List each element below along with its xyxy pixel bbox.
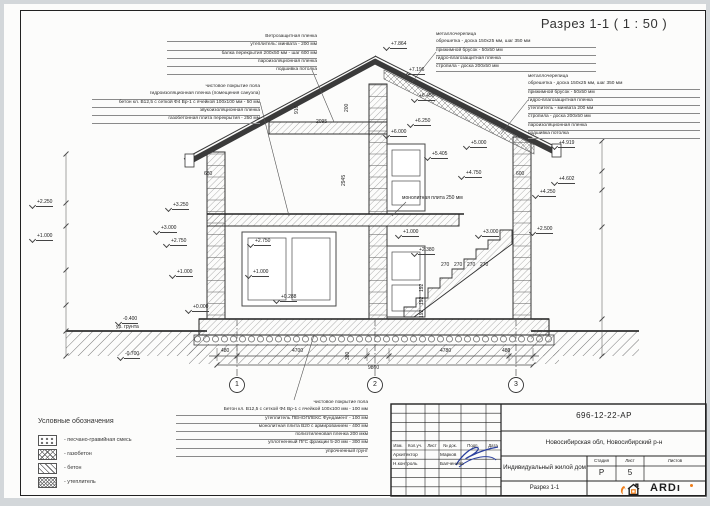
- axis-number-1: 1: [235, 381, 239, 388]
- legend: [38, 418, 132, 489]
- spec-line: чистовое покрытие пола: [313, 400, 368, 405]
- spec-line: прижимной брусок - 50х50 мм: [436, 48, 596, 56]
- stage-value: Р: [598, 468, 605, 477]
- spec-line: балка перекрытия 200х50 мм - шаг 600 мм: [167, 51, 317, 59]
- tb-role-label: Н.контроль: [393, 461, 418, 467]
- elevation-label: 270: [441, 262, 450, 268]
- axis-number-3: 3: [514, 381, 518, 388]
- sheet-title: Разрез 1-1 ( 1 : 50 ): [540, 16, 668, 31]
- elevation-label: монолитная плита 250 мм: [402, 195, 463, 201]
- second-floor-slab: [207, 214, 459, 226]
- spec-line: утеплитель ПЕНОПЛЕКС Фундамент - 100 мм: [176, 416, 368, 424]
- legend-item: [38, 447, 132, 461]
- legend-item-label: - бетон: [64, 465, 82, 471]
- spec-line: Бетон кл. В12,5 с сеткой Ф4 Вр-1 с ячейкой 100х100 мм - 100 мм: [176, 407, 368, 415]
- openings: [242, 144, 425, 317]
- elevation-label: +2.500: [537, 226, 553, 232]
- tb-header-cell: Дата: [488, 443, 498, 448]
- elevation-label: +6.000: [391, 129, 407, 135]
- spec-line: газобетонная плита перекрытия - 250 мм: [92, 116, 260, 124]
- elevation-label: 2095: [316, 119, 328, 125]
- logo-dot-icon: [690, 484, 693, 487]
- elevation-label: -0.400: [123, 316, 138, 322]
- elevation-label: 916: [294, 105, 300, 114]
- elevation-label: +7.196: [409, 67, 425, 73]
- tb-role-label: Архитектор: [393, 452, 418, 457]
- spec-line: бетон кл. В12,5 с сеткой Ф4 Вр-1 с ячейкой 100х100 мм - 50 мм: [92, 100, 260, 108]
- attic-slab: [269, 119, 387, 134]
- legend-item-label: - песчано-гравийная смесь: [64, 437, 132, 443]
- legend-item: [38, 475, 132, 489]
- sheet-number: 5: [627, 468, 633, 477]
- elevation-label: 4780: [440, 348, 452, 354]
- spec-line: гидроизоляционная пленка (помещения санузла): [92, 91, 260, 99]
- location: Новосибирская обл, Новосибирский р-н: [545, 439, 663, 446]
- spec-line: подшивка потолка: [528, 131, 700, 139]
- elevation-label: +4.602: [559, 176, 575, 182]
- elevation-label: +5.405: [432, 151, 448, 157]
- elevation-label: 680: [204, 171, 213, 177]
- elevation-label: +1.000: [403, 229, 419, 235]
- spec-block-3: [528, 74, 700, 139]
- stage-label: Стадия: [594, 458, 609, 463]
- elevation-label: +0.000: [193, 304, 209, 310]
- spec-line: обрешетка - доска 150х25 мм, шаг 350 мм: [528, 81, 700, 89]
- tb-header-cell: Кол.уч.: [407, 443, 423, 448]
- spec-line: прижимной брусок - 50х50 мм: [528, 90, 700, 98]
- sheets-label: Листов: [667, 458, 683, 463]
- spec-line: стропила - доска 200х50 мм: [528, 114, 700, 122]
- elevation-label: +1.000: [253, 269, 269, 275]
- tb-header-cell: № док.: [443, 443, 457, 448]
- elevation-label: +3.250: [173, 202, 189, 208]
- elevation-label: 192: [419, 283, 425, 292]
- foundation-slab: [199, 319, 549, 335]
- spec-block-2: [436, 32, 596, 72]
- spec-line: гидро-влагозащитная пленка: [436, 56, 596, 64]
- spec-line: утеплитель: минвата - 200 мм: [167, 42, 317, 50]
- spec-line: монолитная плита В20 с армированием - 400 мм: [176, 424, 368, 432]
- spec-line: уплотненный ПГС фракции 5-20 мм - 300 мм: [176, 440, 368, 448]
- spec-line: пароизоляционная пленка: [528, 123, 700, 131]
- spec-line: гидро-влагозащитная пленка: [528, 98, 700, 106]
- spec-block-0: [167, 34, 317, 75]
- legend-items: [38, 433, 132, 489]
- doc-number: 696-12-22-АР: [576, 411, 632, 420]
- elevation-label: 9860: [368, 365, 380, 371]
- elevation-label: +4.919: [559, 140, 575, 146]
- project-name: Индивидуальный жилой дом: [503, 464, 586, 471]
- spec-line: чистовое покрытие пола: [205, 84, 260, 89]
- elevation-label: +6.450: [419, 93, 435, 99]
- elevation-label: +6.250: [415, 118, 431, 124]
- tb-header-cell: Лист: [427, 443, 437, 448]
- legend-title: Условные обозначения: [38, 418, 114, 425]
- spec-block-4: [176, 400, 368, 457]
- tb-role-name: Балченева: [440, 461, 464, 467]
- elevation-label: 480: [221, 348, 230, 354]
- elevation-label: 270: [480, 262, 489, 268]
- spec-line: полиэтиленовая пленка 200 мкм: [176, 432, 368, 440]
- elevation-label: +4.750: [466, 170, 482, 176]
- tb-header-cell: Подп.: [467, 443, 479, 448]
- elevation-label: +0.288: [281, 294, 297, 300]
- elevation-label: 380: [345, 351, 351, 360]
- elevation-label: +2.250: [37, 199, 53, 205]
- elevation-label: 192: [419, 309, 425, 318]
- spec-line: металлочерепица: [436, 32, 477, 37]
- elevation-label: +3.000: [483, 229, 499, 235]
- sw-pgs-swatch: [38, 435, 57, 446]
- sw-ute-swatch: [38, 477, 57, 488]
- spec-line: утеплитель - минвата 200 мм: [528, 106, 700, 114]
- elevation-label: 270: [467, 262, 476, 268]
- elevation-label: +7.864: [391, 41, 407, 47]
- legend-item-label: - газобетон: [64, 451, 92, 457]
- elevation-label: +2.380: [419, 247, 435, 253]
- spec-line: пароизоляционная пленка: [167, 59, 317, 67]
- elevation-label: 480: [502, 348, 511, 354]
- spec-line: обрешетка - доска 150х25 мм, шаг 350 мм: [436, 39, 596, 47]
- drawing-name: Разрез 1-1: [529, 485, 560, 491]
- spec-line: упрочненный грунт: [176, 449, 368, 457]
- elevation-label: +5.000: [471, 140, 487, 146]
- elevation-label: +3.000: [161, 225, 177, 231]
- legend-item-label: - утеплитель: [64, 479, 96, 485]
- tb-role-name: Марков: [440, 452, 457, 457]
- axis-number-2: 2: [373, 381, 377, 388]
- logo-text: ARDı: [650, 482, 681, 494]
- elevation-label: 270: [454, 262, 463, 268]
- spec-line: Ветрозащитная пленка: [167, 34, 317, 42]
- legend-item: [38, 433, 132, 447]
- elevation-label: ур. грунта: [116, 324, 139, 330]
- spec-line: стропила - доска 200х50 мм: [436, 64, 596, 72]
- spec-line: металлочерепица: [528, 74, 569, 79]
- elevation-label: -0.700: [125, 351, 140, 357]
- elevation-label: 4700: [292, 348, 304, 354]
- elevation-label: +2.750: [171, 238, 187, 244]
- elevation-label: 192: [419, 296, 425, 305]
- elevation-label: 600: [516, 171, 525, 177]
- elevation-label: +1.000: [177, 269, 193, 275]
- sw-bet-swatch: [38, 463, 57, 474]
- spec-line: звукоизоляционная пленка: [92, 108, 260, 116]
- tb-header-cell: Изм.: [393, 443, 403, 448]
- legend-item: [38, 461, 132, 475]
- pgs-bed: [194, 335, 554, 345]
- elevation-label: +4.250: [540, 189, 556, 195]
- ardi-logo: [616, 482, 704, 495]
- elevation-label: +1.000: [37, 233, 53, 239]
- elevation-label: +2.750: [255, 238, 271, 244]
- sw-gas-swatch: [38, 449, 57, 460]
- elevation-label: 200: [344, 103, 350, 112]
- sheet-label: Лист: [625, 458, 635, 463]
- spec-line: подшивка потолка: [167, 67, 317, 75]
- drawing-sheet: [4, 4, 706, 498]
- spec-block-1: [92, 84, 260, 124]
- elevation-label: 2945: [341, 174, 347, 186]
